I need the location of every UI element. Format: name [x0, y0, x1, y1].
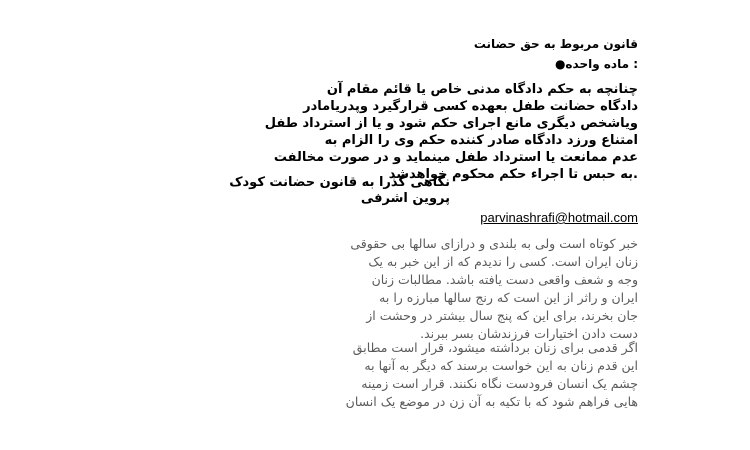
- paragraph2-line: دست دادن اختیارات فرزندشان بسر ببرند.: [420, 326, 638, 341]
- paragraph2-line: جان بخرند، برای این که پنج سال بیشتر در وحشت از: [366, 308, 638, 323]
- author-name: پروین اشرفی: [360, 191, 450, 206]
- paragraph1-line: دادگاه حضانت طفل بعهده کسی قرارگیرد وپدریامادر: [303, 99, 638, 114]
- paragraph2-line: زنان ایران است. کسی را ندیدم که از این خبر به یک: [368, 254, 638, 269]
- paragraph2-line: ایران و راثر از این است که رنج سالها مبارزه را به: [379, 290, 638, 305]
- author-email-link[interactable]: parvinashrafi@hotmail.com: [480, 210, 638, 225]
- document-title: قانون مربوط به حق حضانت: [473, 37, 638, 51]
- article-label: : ماده واحده●: [554, 57, 638, 71]
- article-heading: نگاهی گذرا به قانون حضانت کودک: [229, 175, 450, 190]
- paragraph1-line: امتناع ورزد دادگاه صادر کننده حکم وی را الزام به: [324, 133, 638, 148]
- paragraph3-line: هایی فراهم شود که با تکیه به آن زن در موضع یک انسان: [345, 394, 638, 409]
- paragraph1-line: چنانچه به حکم دادگاه مدنی خاص یا قائم مقام آن: [326, 82, 638, 97]
- paragraph1-line: ویاشخص دیگری مانع اجرای حکم شود و یا از استرداد طفل: [264, 116, 638, 131]
- paragraph3-line: چشم یک انسان فرودست نگاه نکنند. قرار است زمینه: [361, 376, 638, 391]
- paragraph3-line: اگر قدمی برای زنان برداشته میشود، قرار است مطابق: [352, 340, 638, 355]
- paragraph1-line: عدم ممانعت یا استرداد طفل مینماید و در صورت مخالفت: [273, 150, 638, 165]
- paragraph2-line: وجه و شعف واقعی دست یافته باشد. مطالبات زنان: [371, 272, 638, 287]
- paragraph2-line: خبر کوتاه است ولی به بلندی و درازای سالها بی حقوقی: [350, 236, 638, 251]
- paragraph1-line: .به حبس تا اجراء حکم محکوم خواهدشد: [388, 167, 638, 182]
- paragraph3-line: این قدم زنان به این خواست برسند که دیگر به آنها به: [364, 358, 638, 373]
